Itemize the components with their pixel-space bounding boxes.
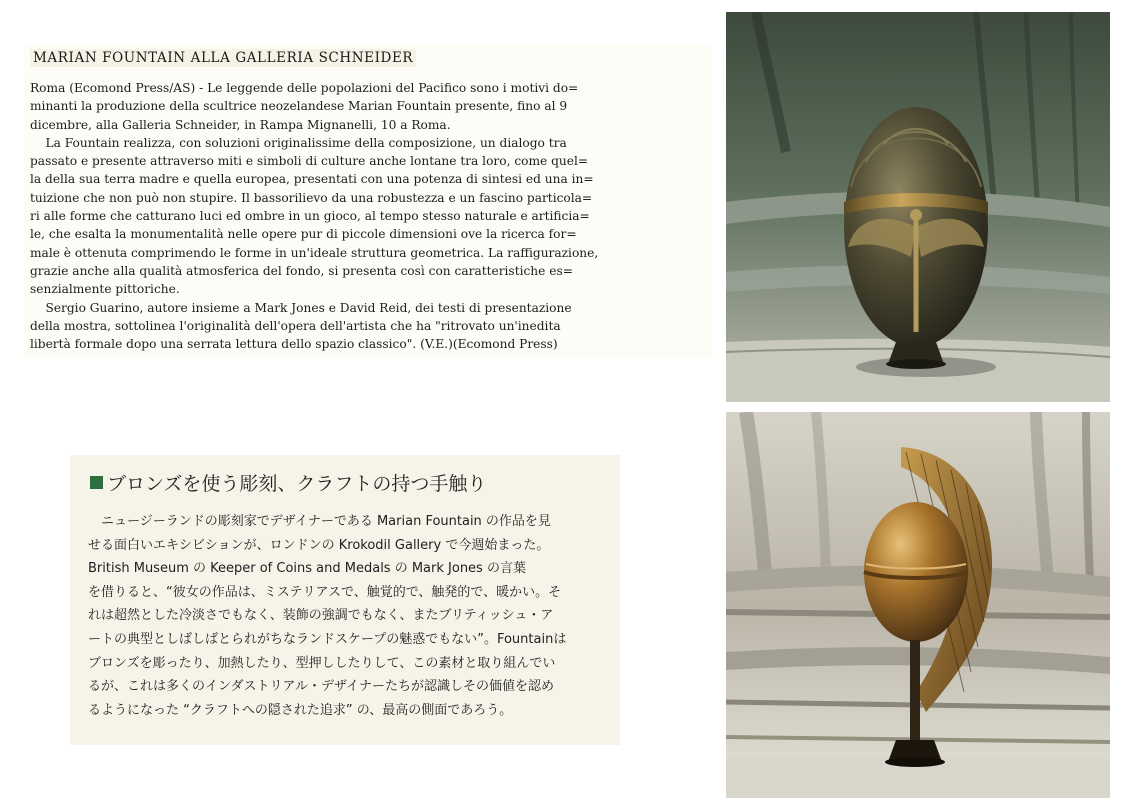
italian-article-line: minanti la produzione della scultrice neozelandese Marian Fountain presente, fino al 9 (30, 99, 568, 114)
italian-article-line: della mostra, sottolinea l'originalità dell'opera dell'artista che ha "ritrovato un'inedita (30, 318, 561, 333)
italian-article-line: Sergio Guarino, autore insieme a Mark Jones e David Reid, dei testi di presentazione (30, 300, 572, 315)
italian-article-line: libertà formale dopo una serrata lettura dello spazio classico". (V.E.)(Ecomond Press) (30, 337, 558, 352)
italian-article-line: la della sua terra madre e quella europea, presentati con una potenza di sintesi ed una in= (30, 172, 594, 187)
japanese-article-line: るようになった “クラフトへの隠された追求” の、最高の側面であろう。 (88, 702, 513, 718)
japanese-article-line: British Museum の Keeper of Coins and Medals の Mark Jones の言葉 (88, 561, 526, 577)
italian-article-line: passato e presente attraverso miti e simboli di culture anche lontane tra loro, come quel= (30, 154, 589, 169)
italian-article-line: le, che esalta la monumentalità nelle opere pur di piccole dimensioni ove la ricerca for= (30, 227, 577, 242)
japanese-article-line: ートの典型としばしばとられがちなランドスケープの魅惑でもない”。Fountainは (88, 631, 567, 647)
green-square-bullet-icon (90, 476, 103, 489)
japanese-article-line: るが、これは多くのインダストリアル・デザイナーたちが認識しその価値を認め (88, 679, 555, 695)
italian-article-clipping (24, 45, 712, 358)
photo-bronze-egg-fan-crest (726, 412, 1110, 798)
italian-article-line: Roma (Ecomond Press/AS) - Le leggende delle popolazioni del Pacifico sono i motivi do= (30, 81, 579, 95)
photo-bronze-egg-winged-figure (726, 12, 1110, 402)
italian-article-line: La Fountain realizza, con soluzioni originalissime della composizione, un dialogo tra (30, 135, 567, 150)
italian-article-line: ri alle forme che catturano luci ed ombre in un gioco, al tempo stesso naturale e artificia= (30, 209, 590, 224)
japanese-article-body (88, 510, 613, 722)
italian-article-title: MARIAN FOUNTAIN ALLA GALLERIA SCHNEIDER (30, 49, 416, 67)
italian-article-body (30, 79, 712, 353)
italian-article-line: grazie anche alla qualità atmosferica del fondo, si presenta così con caratteristiche es= (30, 263, 573, 278)
italian-article-line: dicembre, alla Galleria Schneider, in Rampa Mignanelli, 10 a Roma. (30, 117, 451, 132)
italian-article-line: senzialmente pittoriche. (30, 282, 180, 297)
japanese-article-heading (90, 469, 486, 496)
japanese-article-line: せる面白いエキシビションが、ロンドンの Krokodil Gallery で今週始まった。 (88, 537, 550, 553)
japanese-article-title: ブロンズを使う彫刻、クラフトの持つ手触り (107, 473, 487, 495)
italian-article-line: male è ottenuta comprimendo le forme in un'ideale struttura geometrica. La raffigurazione, (30, 245, 599, 260)
japanese-article-clipping (70, 455, 620, 745)
japanese-article-line: ニュージーランドの彫刻家でデザイナーである Marian Fountain の作品を見 (88, 514, 551, 529)
italian-article-line: tuizione che non può non stupire. Il bassorilievo da una robustezza e un fascino particola= (30, 190, 593, 205)
japanese-article-line: ブロンズを彫ったり、加熱したり、型押ししたりして、この素材と取り組んでい (88, 655, 556, 671)
japanese-article-line: れは超然とした冷淡さでもなく、装飾の強調でもなく、またブリティッシュ・ア (88, 608, 554, 624)
japanese-article-line: を借りると、“彼女の作品は、ミステリアスで、触覚的で、触発的で、暖かい。そ (88, 584, 562, 600)
